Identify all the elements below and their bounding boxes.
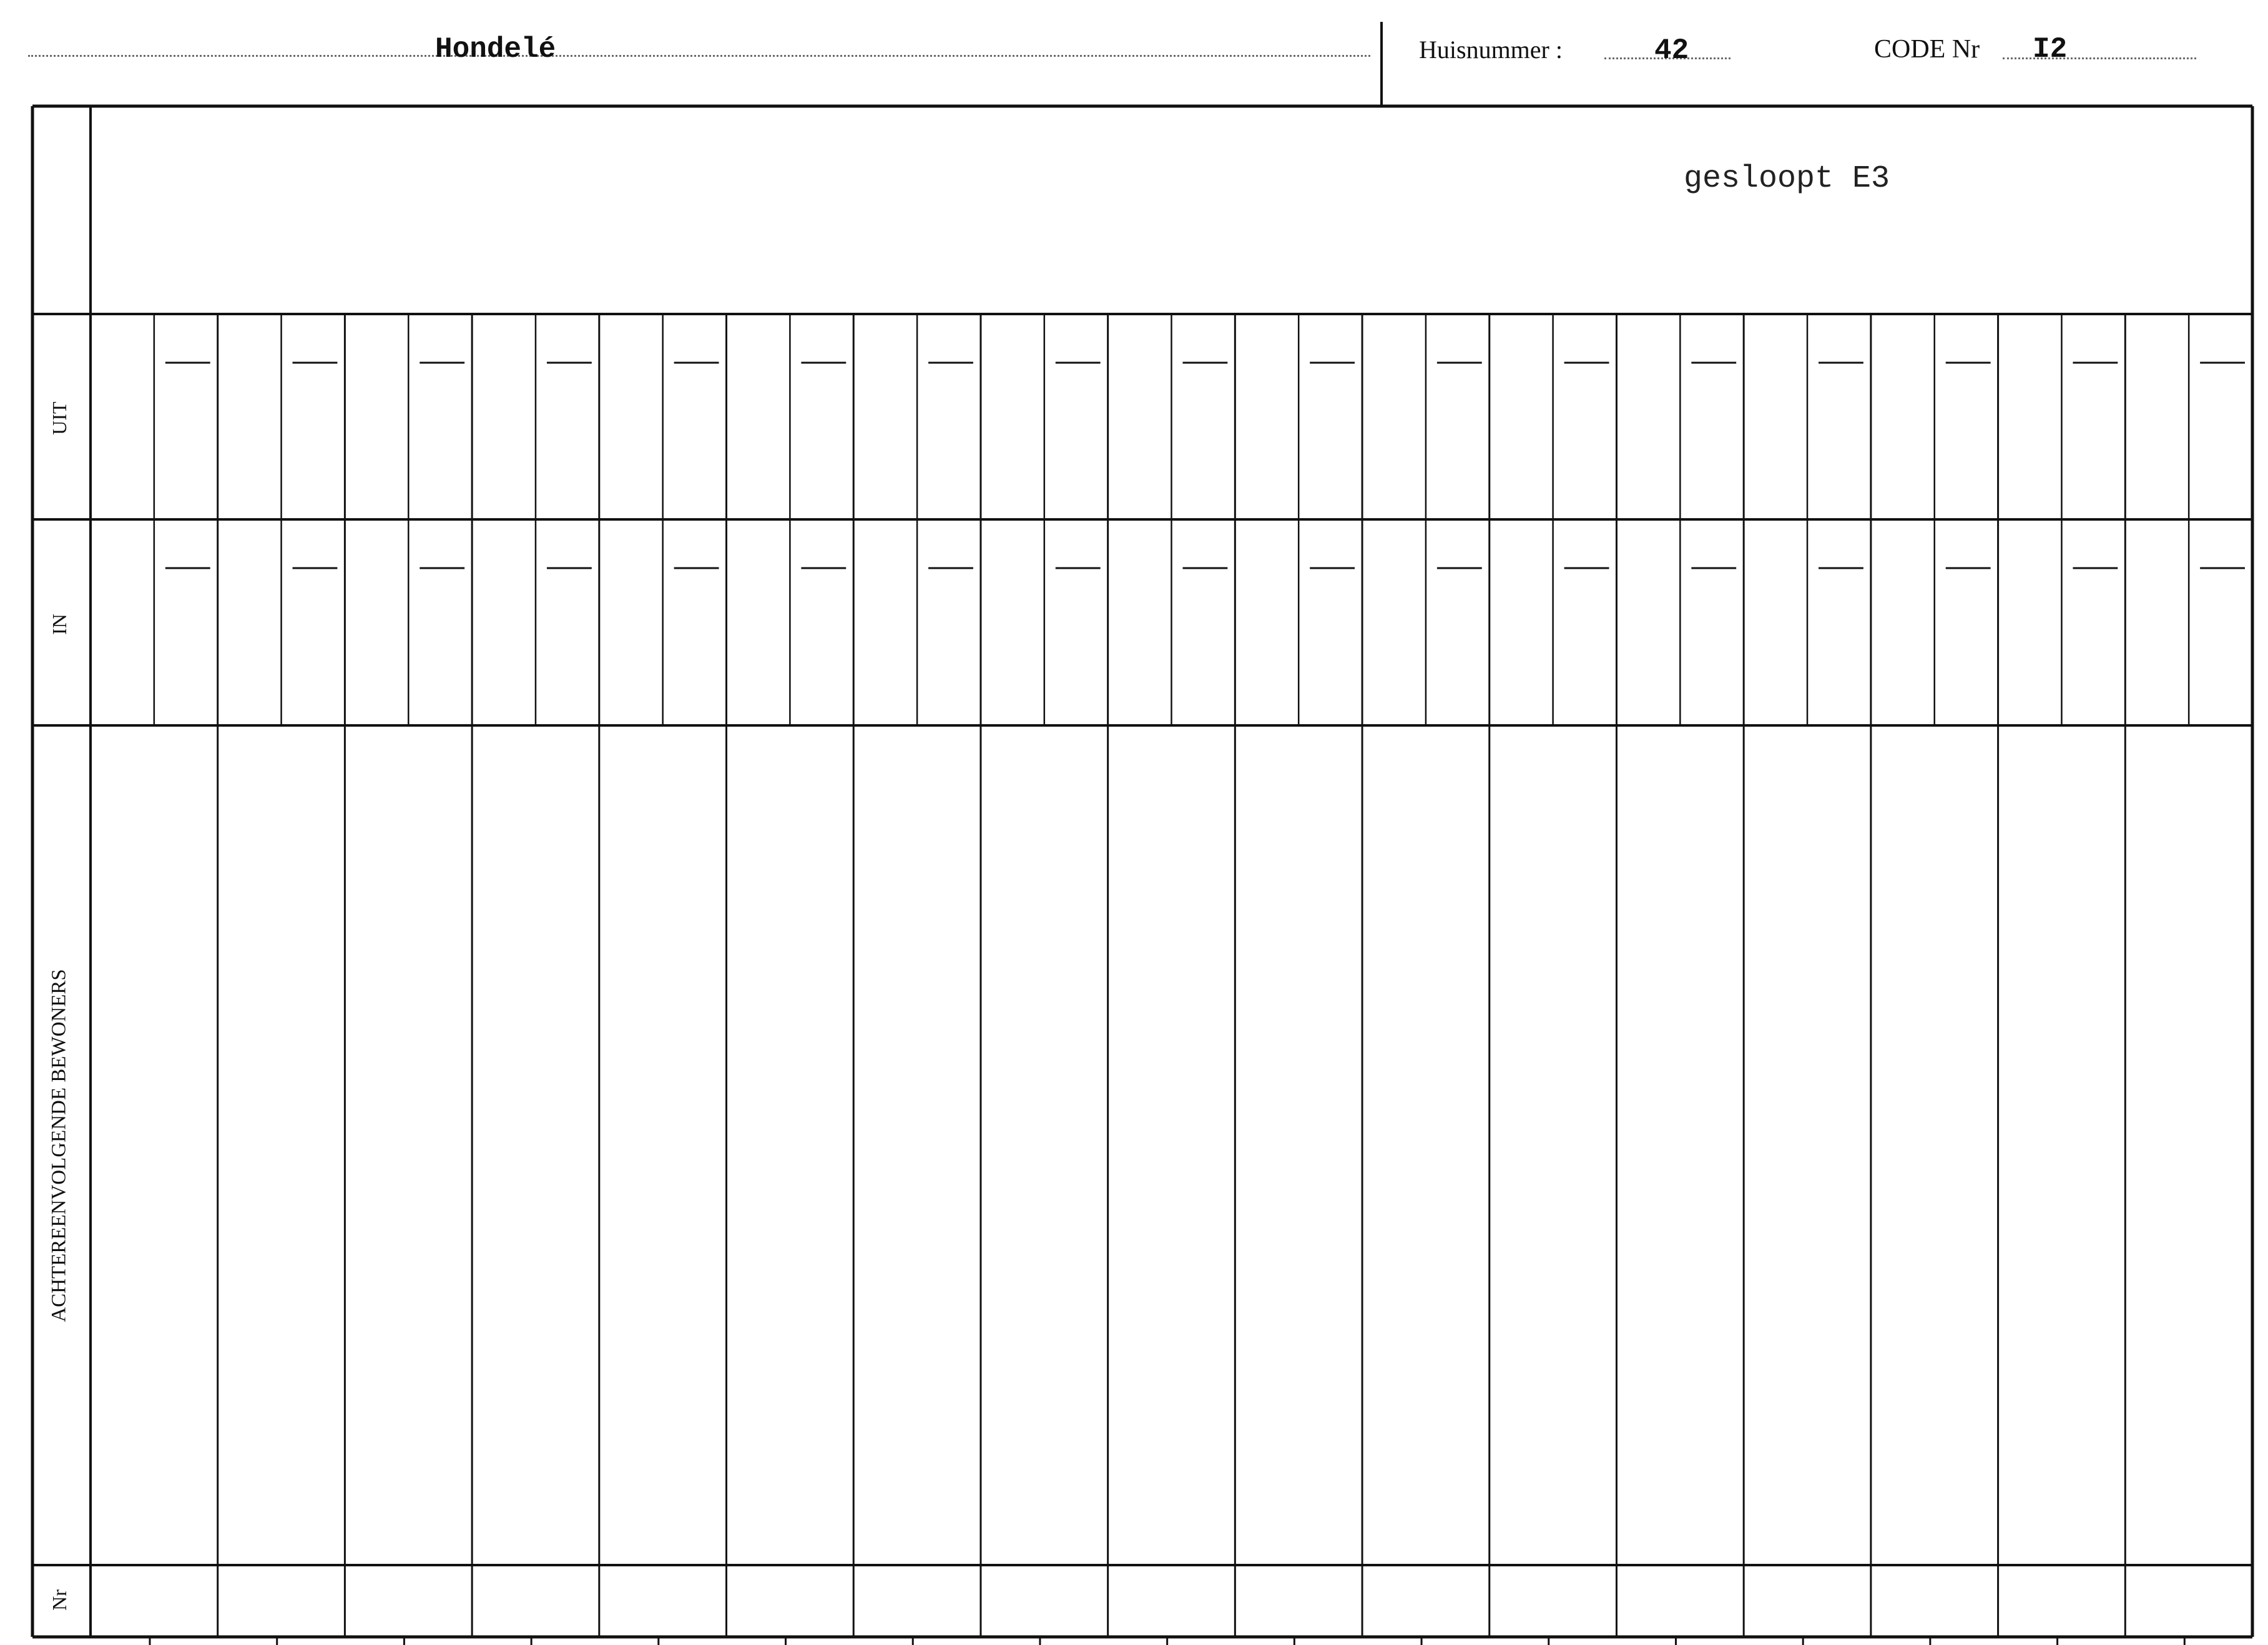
code-nr-value: I2 <box>2033 33 2068 66</box>
row-label-bewoners: ACHTEREENVOLGENDE BEWONERS <box>47 969 71 1322</box>
remark-text: gesloopt E3 <box>1684 161 1890 197</box>
huisnummer-value: 42 <box>1654 34 1689 67</box>
huisnummer-label: Huisnummer : <box>1419 36 1563 64</box>
row-label-in: IN <box>48 614 71 635</box>
row-label-uit: UIT <box>48 401 71 435</box>
row-label-nr: Nr <box>48 1589 71 1611</box>
name-field-value: Hondelé <box>435 33 556 66</box>
code-nr-label: CODE Nr <box>1874 35 1980 64</box>
